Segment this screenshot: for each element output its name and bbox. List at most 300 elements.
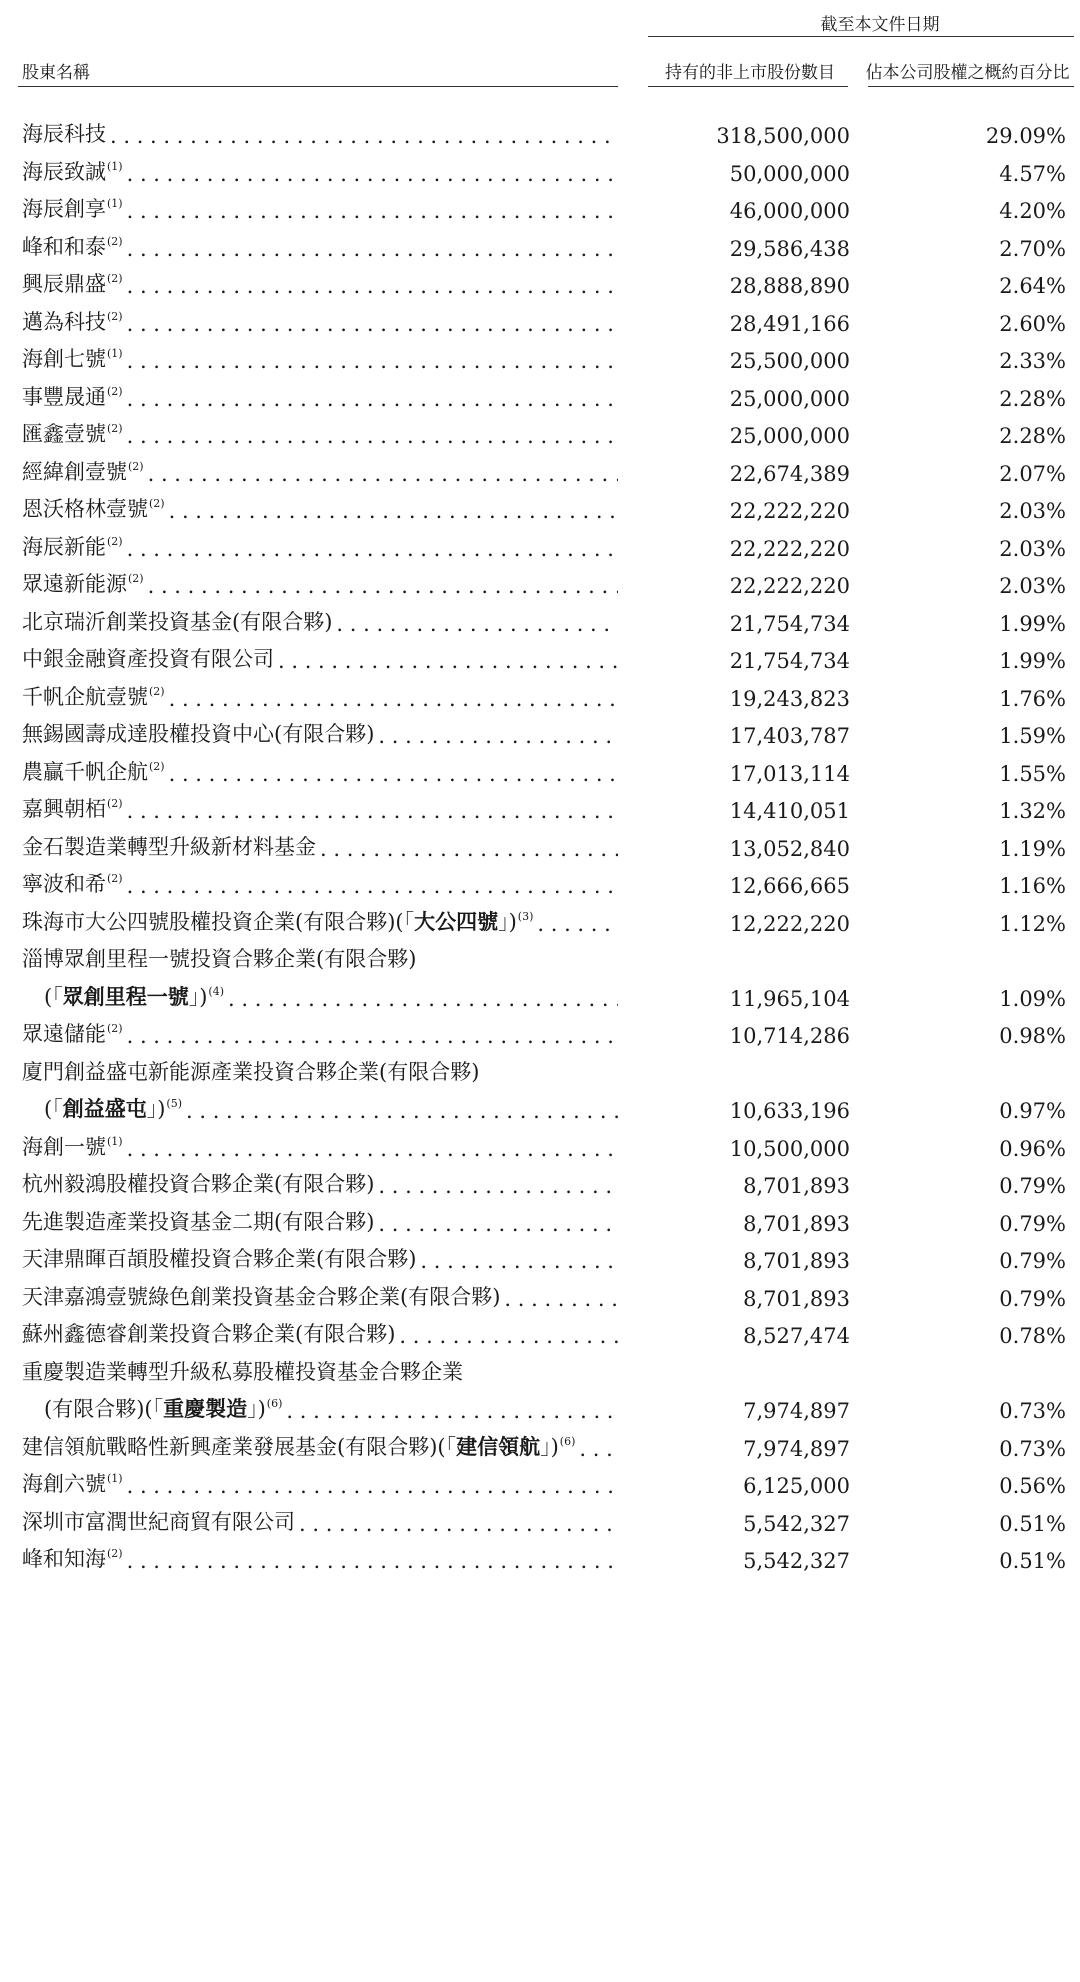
- name-part: 重慶製造業轉型升級私募股權投資基金合夥企業: [22, 1359, 463, 1384]
- shares-held-value: 28,491,166: [729, 311, 850, 336]
- dot-leader: [286, 1399, 618, 1423]
- table-row: [0, 258, 1080, 298]
- name-part: 農贏千帆企航: [22, 759, 148, 784]
- dot-leader: [127, 537, 618, 561]
- dot-leader: [127, 424, 618, 448]
- percentage-value: 0.97%: [999, 1099, 1066, 1123]
- shareholder-name: [44, 1083, 618, 1123]
- footnote-marker: (2): [149, 759, 165, 773]
- footnote-marker: (2): [107, 384, 123, 398]
- dot-leader: [148, 462, 618, 486]
- footnote-marker: (5): [166, 1097, 182, 1110]
- shares-held-header: 持有的非上市股份數目: [665, 63, 835, 83]
- percentage-value: 2.03%: [999, 536, 1066, 561]
- table-row: [0, 933, 1080, 973]
- percentage-value: 2.03%: [999, 574, 1066, 598]
- shareholder-name-text: [44, 981, 224, 1011]
- table-row: [0, 1008, 1080, 1048]
- dot-leader: [228, 987, 618, 1011]
- dot-leader: [127, 162, 618, 186]
- shareholder-name-text: [22, 493, 165, 523]
- footnote-marker: (2): [107, 272, 123, 285]
- table-row: [0, 558, 1080, 598]
- shareholder-name-text: [22, 681, 165, 711]
- table-row: [0, 1533, 1080, 1573]
- table-row: [0, 1196, 1080, 1236]
- shares-held-value: 8,701,893: [743, 1211, 850, 1236]
- table-row: [0, 1421, 1080, 1461]
- percentage-value: 2.28%: [999, 424, 1066, 448]
- table-row: [0, 896, 1080, 936]
- footnote-marker: (1): [107, 347, 123, 360]
- percentage-value: 0.51%: [999, 1549, 1066, 1573]
- table-row: [0, 146, 1080, 186]
- dot-leader: [127, 274, 618, 298]
- dot-leader: [127, 799, 618, 823]
- dot-leader: [420, 1249, 618, 1273]
- table-row: [0, 521, 1080, 561]
- shareholder-name-text: [22, 1206, 374, 1236]
- footnote-marker: (2): [149, 497, 165, 510]
- dot-leader: [127, 349, 618, 373]
- shares-held-value: 8,701,893: [743, 1286, 850, 1311]
- shares-held-value: 7,974,897: [743, 1436, 850, 1461]
- name-part: 蘇州鑫德睿創業投資合夥企業(有限合夥): [22, 1322, 396, 1346]
- shares-held-value: 46,000,000: [729, 199, 850, 223]
- name-part: 北京瑞沂創業投資基金(有限合夥): [22, 609, 333, 634]
- shareholder-name-text: [22, 1356, 463, 1386]
- name-part: 先進製造產業投資基金二期(有限合夥): [22, 1209, 375, 1234]
- dot-leader: [579, 1437, 618, 1461]
- footnote-marker: (2): [107, 1022, 123, 1035]
- footnote-marker: (2): [107, 872, 123, 885]
- name-part: 眾遠新能源: [22, 572, 127, 596]
- table-row: [0, 221, 1080, 261]
- shareholder-name: [22, 1121, 618, 1161]
- dot-leader: [127, 1137, 618, 1161]
- shareholder-name-text: [22, 1281, 500, 1311]
- shares-held-value: 10,500,000: [729, 1136, 850, 1161]
- shares-held-value: 50,000,000: [729, 161, 850, 186]
- shareholder-name-text: [22, 943, 416, 973]
- name-part: 」): [498, 909, 517, 934]
- dot-leader: [169, 687, 618, 711]
- shareholder-name: [22, 108, 618, 148]
- shares-held-value: 318,500,000: [716, 124, 850, 148]
- dot-leader: [127, 1549, 618, 1573]
- table-row: [0, 183, 1080, 223]
- shareholder-name: [22, 1233, 618, 1273]
- dot-leader: [378, 1174, 618, 1198]
- footnote-marker: (1): [107, 159, 123, 173]
- shareholder-name: [44, 971, 618, 1011]
- shares-held-value: 5,542,327: [743, 1511, 850, 1536]
- percentage-value: 1.12%: [999, 911, 1066, 936]
- dot-leader: [320, 837, 618, 861]
- shareholder-name-text: [22, 906, 533, 936]
- shareholder-name: [22, 1308, 618, 1348]
- percentage-value: 0.78%: [999, 1324, 1066, 1348]
- footnote-marker: (2): [107, 309, 123, 323]
- shareholder-name-text: [22, 868, 123, 898]
- shareholder-name: [22, 1196, 618, 1236]
- percentage-value: 0.98%: [999, 1024, 1066, 1048]
- footnote-marker: (2): [128, 459, 144, 473]
- shareholder-name-text: [22, 231, 123, 261]
- shares-held-value: [660, 933, 850, 973]
- table-row: [0, 1158, 1080, 1198]
- shares-held-value: 29,586,438: [729, 236, 850, 261]
- name-part: 海創七號: [22, 347, 106, 371]
- table-row: [0, 1383, 1080, 1423]
- dot-leader: [127, 874, 618, 898]
- dot-leader: [148, 574, 618, 598]
- name-part: 海辰新能: [22, 534, 106, 559]
- footnote-marker: (3): [517, 909, 534, 923]
- shares-held-value: 22,222,220: [729, 536, 850, 561]
- table-row: [0, 708, 1080, 748]
- shareholder-name: [22, 483, 618, 523]
- shareholder-name-text: [22, 118, 106, 148]
- percentage-value: 1.32%: [999, 799, 1066, 823]
- shareholder-name: [22, 408, 618, 448]
- table-row: [0, 858, 1080, 898]
- shares-held-value: 11,965,104: [729, 986, 850, 1011]
- name-part: 金石製造業轉型升級新材料基金: [22, 834, 316, 859]
- shareholder-name-text: [22, 268, 123, 298]
- table-row: [0, 371, 1080, 411]
- name-part: 千帆企航壹號: [22, 684, 148, 709]
- shares-held-value: 21,754,734: [729, 611, 850, 636]
- name-part: 海創一號: [22, 1134, 106, 1159]
- table-row: [0, 296, 1080, 336]
- name-part: 」): [188, 984, 208, 1009]
- shareholder-name: [22, 558, 618, 598]
- dot-leader: [278, 649, 618, 673]
- shares-held-value: 19,243,823: [729, 686, 850, 711]
- footnote-marker: (2): [107, 534, 123, 548]
- name-part: 興辰鼎盛: [22, 272, 106, 296]
- footnote-marker: (2): [107, 422, 123, 435]
- shareholder-name-text: [22, 1168, 374, 1198]
- percentage-value: 1.99%: [999, 649, 1066, 673]
- defined-term: 眾創里程一號: [62, 983, 189, 1009]
- shareholder-name-text: [22, 531, 123, 561]
- percentage-value: 1.19%: [999, 836, 1066, 861]
- name-part: 邁為科技: [22, 309, 106, 334]
- percentage-value: 1.09%: [999, 986, 1066, 1011]
- percentage-value: [860, 933, 1066, 973]
- dot-leader: [127, 1024, 618, 1048]
- shareholder-name-text: [22, 606, 332, 636]
- shareholder-name-text: [22, 456, 144, 486]
- shareholder-name: [22, 1421, 618, 1461]
- shareholder-name: [22, 183, 618, 223]
- defined-term: 建信領航: [456, 1433, 541, 1459]
- name-part: 匯鑫壹號: [22, 422, 106, 446]
- shareholder-name: [44, 1383, 618, 1423]
- dot-leader: [127, 237, 618, 261]
- table-row: [0, 821, 1080, 861]
- footnote-marker: (2): [128, 572, 144, 585]
- dot-leader: [127, 387, 618, 411]
- percentage-value: 1.16%: [999, 874, 1066, 898]
- shares-held-value: 25,000,000: [729, 424, 850, 448]
- name-part: 」): [540, 1434, 559, 1459]
- percentage-value: 29.09%: [985, 124, 1066, 148]
- shares-held-value: 22,222,220: [729, 499, 850, 523]
- name-part: 峰和和泰: [22, 234, 106, 259]
- name-part: 事豐晟通: [22, 384, 106, 409]
- defined-term: 大公四號: [414, 908, 499, 934]
- dot-leader: [537, 912, 618, 936]
- name-part: 海辰創享: [22, 197, 106, 221]
- shares-held-value: 22,222,220: [729, 574, 850, 598]
- dot-leader: [336, 612, 618, 636]
- percentage-value: 2.60%: [999, 311, 1066, 336]
- shareholder-name: [22, 1046, 618, 1086]
- name-part: 恩沃格林壹號: [22, 497, 148, 521]
- dot-leader: [378, 1212, 618, 1236]
- shares-held-value: 8,527,474: [743, 1324, 850, 1348]
- percentage-value: 2.64%: [999, 274, 1066, 298]
- shareholder-name: [22, 221, 618, 261]
- shares-held-value: 10,633,196: [729, 1099, 850, 1123]
- percentage-value: 1.55%: [999, 761, 1066, 786]
- percentage-value: 2.07%: [999, 461, 1066, 486]
- name-part: 」): [146, 1097, 166, 1121]
- shares-held-value: 22,674,389: [729, 461, 850, 486]
- shares-held-value: [660, 1346, 850, 1386]
- shareholder-name: [22, 446, 618, 486]
- name-part: (「: [44, 984, 63, 1009]
- shareholder-name: [22, 708, 618, 748]
- name-part: 天津嘉鴻壹號綠色創業投資基金合夥企業(有限合夥): [22, 1284, 501, 1309]
- shareholder-name-text: [22, 1018, 123, 1048]
- shareholder-name-text: [22, 306, 123, 336]
- table-row: [0, 1046, 1080, 1086]
- name-part: (「: [44, 1097, 63, 1121]
- shareholder-name: [22, 146, 618, 186]
- name-part: 中銀金融資產投資有限公司: [22, 647, 274, 671]
- shareholder-name: [22, 1496, 618, 1536]
- shares-held-value: 14,410,051: [729, 799, 850, 823]
- shares-held-value: 17,403,787: [729, 724, 850, 748]
- table-row: [0, 633, 1080, 673]
- table-row: [0, 446, 1080, 486]
- table-row: [0, 596, 1080, 636]
- shares-held-value: 8,701,893: [743, 1174, 850, 1198]
- shares-held-value: 10,714,286: [729, 1024, 850, 1048]
- shareholder-name-text: [22, 193, 123, 223]
- shareholder-name-text: [22, 756, 165, 786]
- shareholder-name: [22, 896, 618, 936]
- shareholder-name-text: [44, 1093, 182, 1123]
- percentage-value: 1.76%: [999, 686, 1066, 711]
- name-part: 嘉興朝栢: [22, 797, 106, 821]
- footnote-marker: (1): [107, 1134, 123, 1148]
- name-part: 」): [247, 1397, 266, 1421]
- table-row: [0, 746, 1080, 786]
- footnote-marker: (1): [107, 197, 123, 210]
- table-row: [0, 671, 1080, 711]
- name-part: 無錫國壽成達股權投資中心(有限合夥): [22, 722, 375, 746]
- name-part: 海辰致誠: [22, 159, 106, 184]
- percentage-value: 2.28%: [999, 386, 1066, 411]
- shareholder-name: [22, 1458, 618, 1498]
- name-part: 眾遠儲能: [22, 1022, 106, 1046]
- name-part: 珠海市大公四號股權投資企業(有限合夥)(「: [22, 909, 415, 934]
- shareholder-name: [22, 1271, 618, 1311]
- table-row: [0, 483, 1080, 523]
- header-divider: [868, 86, 1074, 87]
- shareholder-name: [22, 596, 618, 636]
- name-part: 海創六號: [22, 1472, 106, 1496]
- table-row: [0, 1458, 1080, 1498]
- shareholder-name: [22, 521, 618, 561]
- footnote-marker: (6): [559, 1434, 576, 1448]
- percentage-value: 0.73%: [999, 1399, 1066, 1423]
- shareholder-name-text: [22, 643, 274, 673]
- shares-held-value: 28,888,890: [729, 274, 850, 298]
- shares-held-value: 13,052,840: [729, 836, 850, 861]
- percentage-value: 0.73%: [999, 1436, 1066, 1461]
- percentage-value: 4.57%: [999, 161, 1066, 186]
- shareholder-name-text: [22, 793, 123, 823]
- name-part: 廈門創益盛屯新能源產業投資合夥企業(有限合夥): [22, 1059, 480, 1084]
- footnote-marker: (2): [149, 684, 165, 698]
- dot-leader: [399, 1324, 618, 1348]
- percentage-value: 4.20%: [999, 199, 1066, 223]
- table-row: [0, 1271, 1080, 1311]
- table-row: [0, 783, 1080, 823]
- percentage-value: 0.56%: [999, 1474, 1066, 1498]
- shareholder-name-text: [22, 1468, 123, 1498]
- table-row: [0, 1121, 1080, 1161]
- percentage-value: [860, 1346, 1066, 1386]
- shareholder-name-text: [22, 831, 316, 861]
- name-part: 海辰科技: [22, 122, 106, 146]
- table-row: [0, 408, 1080, 448]
- dot-leader: [169, 762, 618, 786]
- shareholder-name: [22, 746, 618, 786]
- name-part: 天津鼎暉百頡股權投資合夥企業(有限合夥): [22, 1247, 417, 1271]
- shareholder-name-text: [22, 718, 374, 748]
- dot-leader: [186, 1099, 618, 1123]
- shareholder-name-text: [22, 1543, 123, 1573]
- percentage-value: 2.33%: [999, 349, 1066, 373]
- shares-held-value: 12,666,665: [729, 874, 850, 898]
- percentage-value: 0.51%: [999, 1511, 1066, 1536]
- shareholder-name: [22, 371, 618, 411]
- name-part: 建信領航戰略性新興產業發展基金(有限合夥)(「: [22, 1434, 457, 1459]
- shares-held-value: 21,754,734: [729, 649, 850, 673]
- shareholder-name: [22, 258, 618, 298]
- footnote-marker: (2): [107, 797, 123, 810]
- shareholder-name: [22, 296, 618, 336]
- table-row: [0, 1308, 1080, 1348]
- shareholder-name-text: [22, 381, 123, 411]
- shareholder-name-text: [22, 156, 123, 186]
- percentage-value: 0.96%: [999, 1136, 1066, 1161]
- table-row: [0, 1496, 1080, 1536]
- footnote-marker: (1): [107, 1472, 123, 1485]
- shareholder-name: [22, 858, 618, 898]
- header-divider: [18, 86, 618, 87]
- shares-held-value: 6,125,000: [743, 1474, 850, 1498]
- name-part: 淄博眾創里程一號投資合夥企業(有限合夥): [22, 947, 417, 971]
- percentage-value: 2.03%: [999, 499, 1066, 523]
- name-part: 杭州毅鴻股權投資合夥企業(有限合夥): [22, 1172, 375, 1196]
- shareholder-name: [22, 1158, 618, 1198]
- defined-term: 創益盛屯: [62, 1096, 147, 1121]
- table-row: [0, 108, 1080, 148]
- percentage-value: 0.79%: [999, 1286, 1066, 1311]
- shareholder-name: [22, 783, 618, 823]
- header-divider-top: [648, 36, 1074, 37]
- shares-held-value: 7,974,897: [743, 1399, 850, 1423]
- table-row: [0, 1233, 1080, 1273]
- shareholder-name-text: [22, 1318, 395, 1348]
- percentage-value: 2.70%: [999, 236, 1066, 261]
- dot-leader: [299, 1512, 618, 1536]
- shareholder-name: [22, 1533, 618, 1573]
- name-part: 深圳市富潤世紀商貿有限公司: [22, 1509, 295, 1534]
- shareholder-name-text: [22, 1431, 575, 1461]
- dot-leader: [127, 1474, 618, 1498]
- table-row: [0, 1346, 1080, 1386]
- percentage-value: 0.79%: [999, 1249, 1066, 1273]
- shareholder-name: [22, 933, 618, 973]
- shareholder-name-text: [22, 1506, 295, 1536]
- shareholder-name-header: 股東名稱: [22, 63, 90, 83]
- shares-held-value: 25,500,000: [729, 349, 850, 373]
- shareholder-name-text: [22, 568, 144, 598]
- shareholder-name: [22, 1346, 618, 1386]
- shareholder-name: [22, 633, 618, 673]
- table-row: [0, 971, 1080, 1011]
- dot-leader: [504, 1287, 618, 1311]
- percentage-value: 1.99%: [999, 611, 1066, 636]
- name-part: (有限合夥)(「: [44, 1397, 164, 1421]
- dot-leader: [127, 312, 618, 336]
- shares-held-value: 17,013,114: [729, 761, 850, 786]
- percentage-value: [860, 1046, 1066, 1086]
- table-row: [0, 333, 1080, 373]
- footnote-marker: (6): [266, 1397, 283, 1410]
- shareholder-name-text: [22, 418, 123, 448]
- header-divider: [648, 86, 848, 87]
- shares-held-value: 5,542,327: [743, 1549, 850, 1573]
- shareholder-name-text: [22, 1056, 479, 1086]
- shareholder-name: [22, 333, 618, 373]
- defined-term: 重慶製造: [163, 1396, 248, 1421]
- dot-leader: [127, 199, 618, 223]
- table-row: [0, 1083, 1080, 1123]
- footnote-marker: (2): [107, 234, 123, 248]
- dot-leader: [110, 124, 618, 148]
- percentage-value: 1.59%: [999, 724, 1066, 748]
- name-part: 峰和知海: [22, 1547, 106, 1571]
- percentage-value: 0.79%: [999, 1174, 1066, 1198]
- shareholder-name-text: [22, 343, 123, 373]
- name-part: 經緯創壹號: [22, 459, 127, 484]
- date-column-group-label: 截至本文件日期: [820, 15, 940, 35]
- footnote-marker: (4): [208, 984, 224, 998]
- percentage-value: 0.79%: [999, 1211, 1066, 1236]
- shares-held-value: 25,000,000: [729, 386, 850, 411]
- dot-leader: [378, 724, 618, 748]
